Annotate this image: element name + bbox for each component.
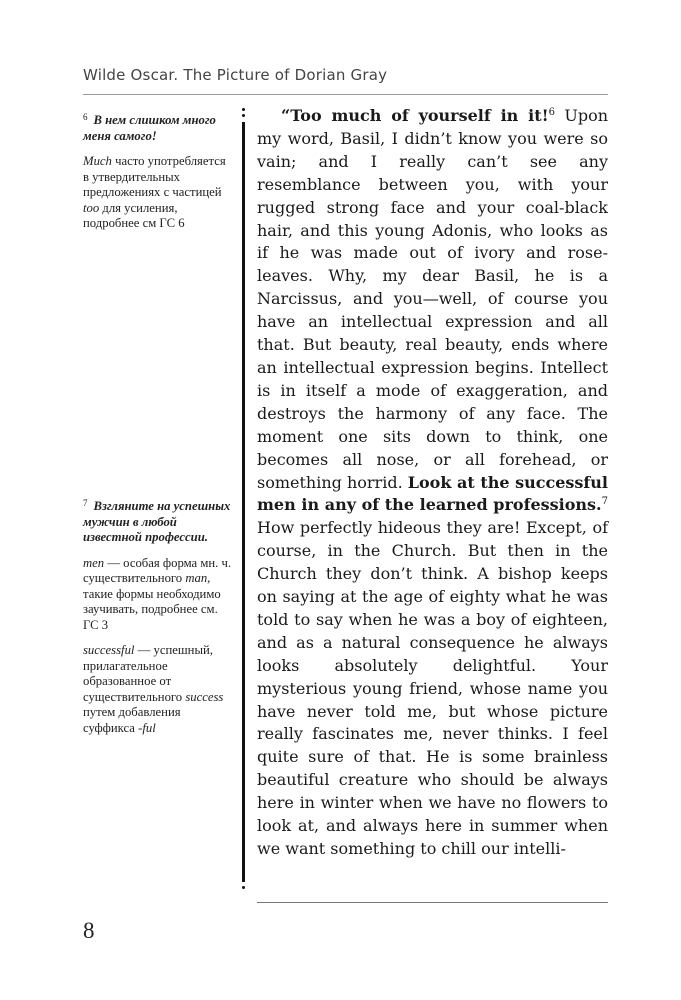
footnote-6 [83,110,233,242]
footnote-term: -ful [138,720,156,735]
header-divider [83,94,608,95]
highlighted-phrase: “Too much of yourself in it! [281,106,549,125]
footnote-heading [83,496,233,546]
margin-bar-dot [242,114,245,117]
margin-bar-dot [242,108,245,111]
footnote-term: men [83,555,105,570]
page-number: 8 [83,918,95,943]
main-text [257,105,608,861]
footnote-text: — особая форма мн. ч. существительного [83,555,232,585]
main-text-divider [257,902,608,903]
footnote-term: success [185,689,224,704]
footnote-ref[interactable]: 7 [601,496,608,508]
footnote-7 [83,496,233,746]
margin-bar-dot [242,886,245,889]
body-text: Upon my word, Basil, I didn’t know you were so vain; and I really can’t see any resemblance between you, with your rugged strong face and your coal-black hair, and this young Adonis, who looks as if he was made out of ivory and rose-leaves. Why, my dear Basil, he is a Narcissus, and you—well, of course you have an intellectual expression and all that. But beauty, real beauty, ends where an intellectual expression begins. Intellect is in itself a mode of exaggeration, and destroys the harmony of any face. The moment one sits down to think, one becomes all nose, or all forehead, or something horrid. [257,106,609,492]
highlighted-phrase: Look at the successful men in any of the learned professions. [257,472,608,515]
footnote-heading-text: В нем слишком много меня самого! [83,113,216,143]
footnote-body [83,556,233,634]
margin-bar-line [242,122,245,882]
footnote-term: Much [83,154,112,168]
footnote-heading-text: Взгляните на успешных мужчин в любой известной профессии. [83,499,231,544]
footnote-ref[interactable]: 6 [548,107,555,118]
footnote-term: man [185,571,208,585]
footnote-text: для усиления, подробнее см ГС 6 [83,200,185,230]
footnote-number: 7 [83,498,88,508]
footnote-text: путем добавления суффикса [83,705,181,735]
footnote-term: successful [83,643,135,657]
footnote-body [83,154,233,232]
footnote-body [83,643,233,736]
footnote-number: 6 [83,112,88,122]
margin-bar [242,106,245,894]
footnote-text: часто употребляется в утвердительных предложениях с частицей [83,154,226,199]
running-title: Wilde Oscar. The Picture of Dorian Gray [83,66,388,84]
footnote-term: too [83,200,100,215]
body-text: How perfectly hideous they are! Except, of course, in the Church. But then in the Church they don’t think. A bishop keeps on saying at the age of eighty what he was told to say when he was a boy of eighteen, and as a natural consequence he always looks absolutely delightful. Your mysterious young friend, whose name you have never told me, but whose picture really fascinates me, never thinks. I feel quite sure of that. He is some brainless beautiful creature who should be always here in winter when we have no flowers to look at, and always here in summer when we want something to chill our intelli- [257,518,608,858]
footnote-text: , такие формы необходимо заучивать, подробнее см. ГС 3 [83,571,221,632]
footnote-heading [83,110,233,144]
footnote-text: — успешный, прилагательное образованное от существительного [83,643,213,704]
